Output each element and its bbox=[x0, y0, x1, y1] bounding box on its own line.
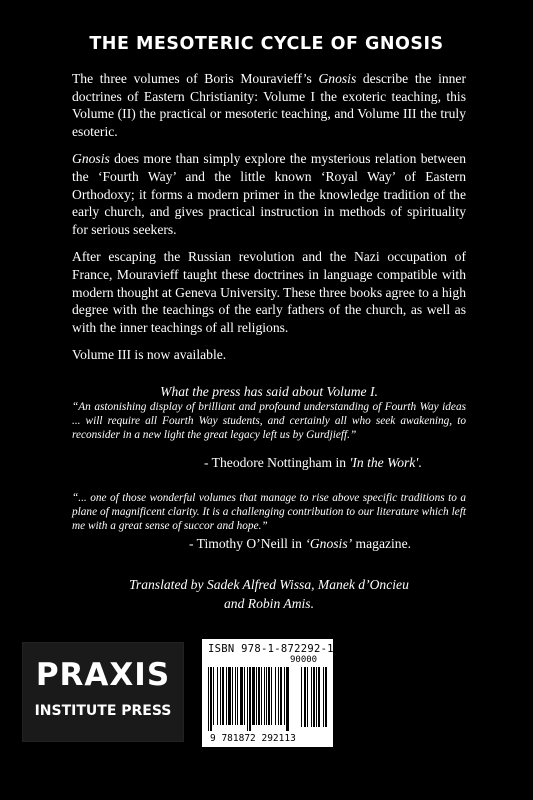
publisher-logo-word: PRAXIS bbox=[35, 657, 171, 693]
press-attribution-2 bbox=[189, 536, 411, 552]
barcode-addon-stripe bbox=[318, 667, 320, 727]
translators-line-2: and Robin Amis. bbox=[224, 596, 314, 611]
publisher-logo-subtitle: INSTITUTE PRESS bbox=[34, 703, 172, 719]
paragraph-gnosis bbox=[72, 150, 466, 238]
isbn-number: ISBN 978-1-872292-11-3 bbox=[208, 643, 354, 655]
barcode-stripe bbox=[232, 667, 233, 725]
intro-text-start: The three volumes of Boris Mouravieff’s bbox=[72, 71, 319, 86]
barcode-stripe bbox=[278, 667, 279, 725]
barcode-stripe bbox=[258, 667, 260, 725]
barcode-stripe bbox=[208, 667, 209, 731]
barcode-stripe bbox=[266, 667, 267, 725]
barcode-stripe bbox=[237, 667, 238, 725]
barcode-stripe bbox=[217, 667, 218, 725]
barcode-stripe bbox=[244, 667, 245, 725]
publisher-logo bbox=[22, 642, 184, 742]
press-heading: What the press has said about Volume I. bbox=[160, 384, 378, 399]
description bbox=[72, 70, 466, 374]
barcode-stripe bbox=[280, 667, 282, 725]
barcode-addon-stripe bbox=[325, 667, 327, 727]
barcode-stripe bbox=[213, 667, 214, 725]
barcode-stripe bbox=[235, 667, 236, 725]
barcode-stripe bbox=[220, 667, 221, 725]
barcode-addon-stripe bbox=[311, 667, 312, 727]
barcode-stripe bbox=[284, 667, 285, 725]
ean-number: 9 781872 292113 bbox=[210, 733, 296, 744]
paragraph-intro bbox=[72, 70, 466, 140]
barcode-stripe bbox=[268, 667, 270, 725]
attribution-1-suffix: . bbox=[418, 455, 422, 470]
press-quote-2: “... one of those wonderful volumes that manage to rise above specific traditions to a plane of magnificent clarity. It is a challenging contribution to our literature which left me with a great sense of succor and hope.” bbox=[72, 492, 466, 532]
barcode-stripe bbox=[286, 667, 289, 731]
translators-credit bbox=[72, 575, 466, 613]
price-code: 90000 bbox=[290, 655, 318, 665]
barcode-stripe bbox=[228, 667, 231, 725]
barcode-stripe bbox=[222, 667, 224, 725]
barcode-bars-icon bbox=[208, 667, 327, 731]
attribution-1-author: - Theodore Nottingham in bbox=[204, 455, 350, 470]
barcode-addon-stripe bbox=[301, 667, 302, 727]
cover-title: THE MESOTERIC CYCLE OF GNOSIS bbox=[89, 34, 444, 54]
barcode-addon-stripe bbox=[304, 667, 306, 727]
intro-text-end: describe the inner doctrines of Eastern Christianity: Volume I the exoteric teaching, this Volume (II) the practical or mesoteric teaching, and Volume III the truly esoteric. bbox=[72, 71, 466, 139]
barcode-addon-stripe bbox=[323, 667, 324, 727]
barcode-stripe bbox=[271, 667, 272, 725]
barcode-stripe bbox=[210, 667, 212, 731]
attribution-1-source: 'In the Work' bbox=[349, 455, 419, 470]
barcode-addon-stripe bbox=[313, 667, 315, 727]
barcode-stripe bbox=[240, 667, 243, 725]
barcode-stripe bbox=[261, 667, 262, 725]
attribution-2-author: - Timothy O’Neill in bbox=[189, 536, 306, 551]
barcode-stripe bbox=[256, 667, 257, 725]
gnosis-book-title: Gnosis bbox=[72, 151, 110, 167]
isbn-barcode bbox=[202, 639, 354, 747]
intro-book-title: Gnosis bbox=[318, 71, 357, 86]
barcode-addon-stripe bbox=[316, 667, 317, 727]
attribution-2-source: ‘Gnosis’ bbox=[305, 536, 353, 551]
paragraph-availability: Volume III is now available. bbox=[72, 347, 227, 363]
barcode-stripe bbox=[247, 667, 248, 731]
gnosis-text: does more than simply explore the mysterious relation between the ‘Fourth Way’ and the little known ‘Royal Way’ of Eastern Orthodoxy; it forms a modern primer in the knowledge tradition of the early church, and gives practical instruction in methods of spirituality for serious seekers. bbox=[72, 151, 466, 237]
press-quote-1: “An astonishing display of brilliant and profound understanding of Fourth Way ideas ... will require all Fourth Way students, and certainly all who seek awakening, to reconsider in a new light the great legacy left us by Gurdjieff.” bbox=[72, 401, 466, 441]
translators-line-1: Translated by Sadek Alfred Wissa, Manek d’Oncieu bbox=[129, 577, 409, 592]
barcode-stripe bbox=[249, 667, 251, 731]
press-attribution-1 bbox=[204, 455, 422, 471]
barcode-stripe bbox=[252, 667, 255, 725]
barcode-addon-stripe bbox=[307, 667, 308, 727]
barcode-stripe bbox=[275, 667, 276, 725]
paragraph-history: After escaping the Russian revolution and the Nazi occupation of France, Mouravieff taught these doctrines in language compatible with modern thought at Geneva University. These three books agree to a high degree with the teachings of the early fathers of the church, as well as with the inner teachings of all religions. bbox=[72, 249, 466, 335]
attribution-2-suffix: magazine. bbox=[352, 536, 412, 551]
barcode-stripe bbox=[226, 667, 227, 725]
barcode-stripe bbox=[264, 667, 265, 725]
